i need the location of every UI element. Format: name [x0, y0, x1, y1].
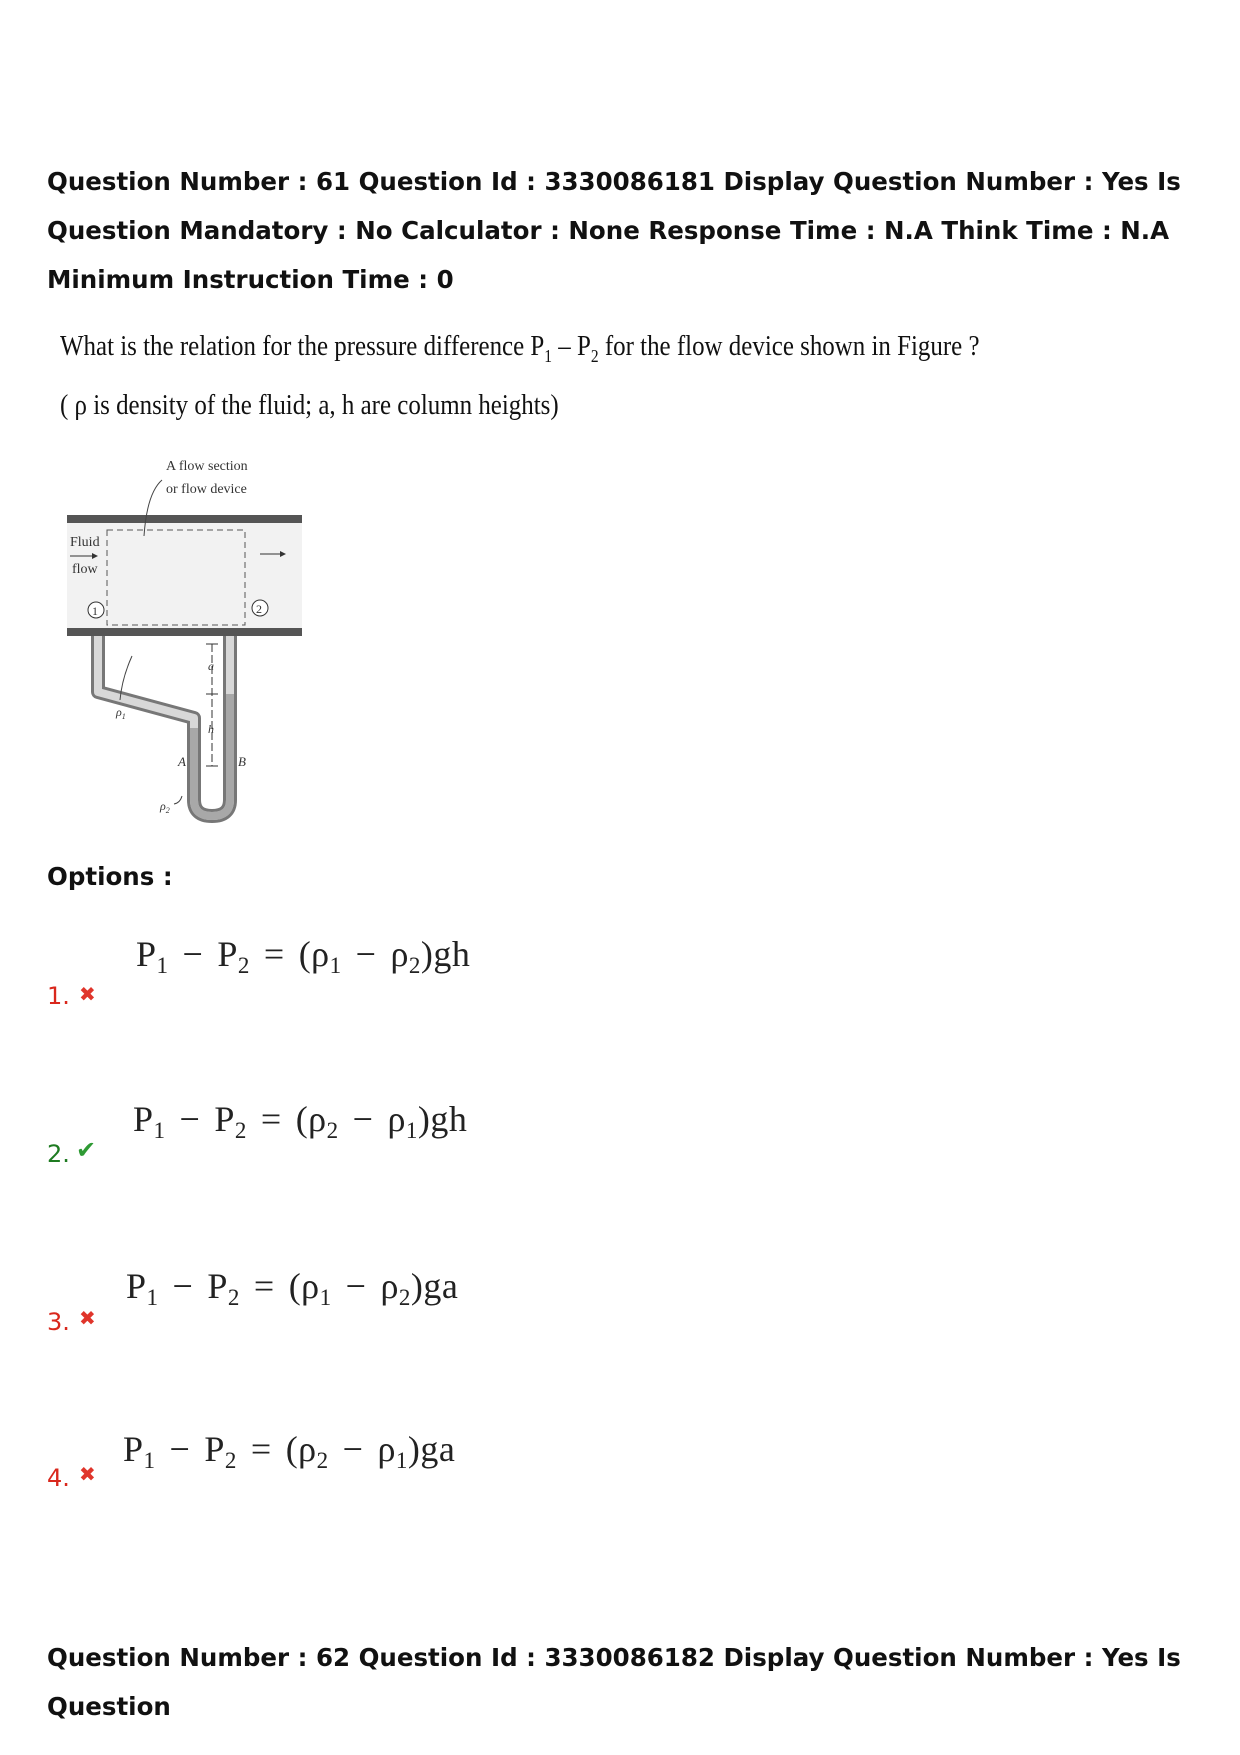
question-62-header: Question Number : 62 Question Id : 3330086182 Display Question Number : Yes Is Question — [47, 1643, 1181, 1721]
label-a: a — [208, 659, 214, 673]
label-flow: flow — [72, 562, 98, 577]
question-61-header: Question Number : 61 Question Id : 3330086181 Display Question Number : Yes Is Question Mandatory : No Calculator : None Response Time : N.A Think Time : N.A Minimum Instruction Time : 0 — [47, 167, 1181, 294]
label-rho1: $\rho_1$ — [116, 705, 126, 721]
option-3-cross-icon: ✖ — [79, 1306, 96, 1330]
option-4-number: 4. — [47, 1464, 70, 1492]
station-2-label: 2 — [256, 602, 262, 616]
label-A: A — [178, 754, 186, 769]
label-section-2: or flow device — [166, 482, 247, 497]
option-2-number: 2. — [47, 1140, 70, 1168]
pipe-top-wall — [67, 515, 302, 523]
option-2-formula[interactable]: $P_1 - P_2 = (\rho_2 - \rho_1)gh$ — [133, 1099, 468, 1143]
label-h: h — [208, 722, 214, 736]
option-1-formula[interactable]: $P_1 - P_2 = (\rho_1 - \rho_2)gh$ — [136, 934, 471, 978]
options-label: Options : — [47, 862, 173, 891]
question-line-2: ( ρ is density of the fluid; a, h are column heights) — [60, 388, 559, 421]
label-B: B — [238, 754, 246, 769]
option-4-formula[interactable]: $P_1 - P_2 = (\rho_2 - \rho_1)ga$ — [123, 1429, 456, 1473]
question-line-1: What is the relation for the pressure difference $P_1 - P_2$ for the flow device shown in Figure ? — [60, 330, 980, 366]
option-3-number: 3. — [47, 1308, 70, 1336]
station-1-label: 1 — [92, 604, 98, 618]
label-fluid: Fluid — [70, 535, 100, 550]
option-1-cross-icon: ✖ — [79, 982, 96, 1006]
option-4-cross-icon: ✖ — [79, 1462, 96, 1486]
flow-device-figure — [62, 448, 312, 828]
option-3-formula[interactable]: $P_1 - P_2 = (\rho_1 - \rho_2)ga$ — [126, 1266, 459, 1310]
label-section-1: A flow section — [166, 459, 248, 474]
pipe-bottom-wall — [67, 628, 302, 636]
label-rho2: $\rho_2$ — [160, 799, 170, 815]
option-1-number: 1. — [47, 982, 70, 1010]
option-2-check-icon: ✔ — [76, 1136, 97, 1164]
rho2-leader-line — [174, 796, 182, 804]
question-text — [60, 322, 980, 430]
